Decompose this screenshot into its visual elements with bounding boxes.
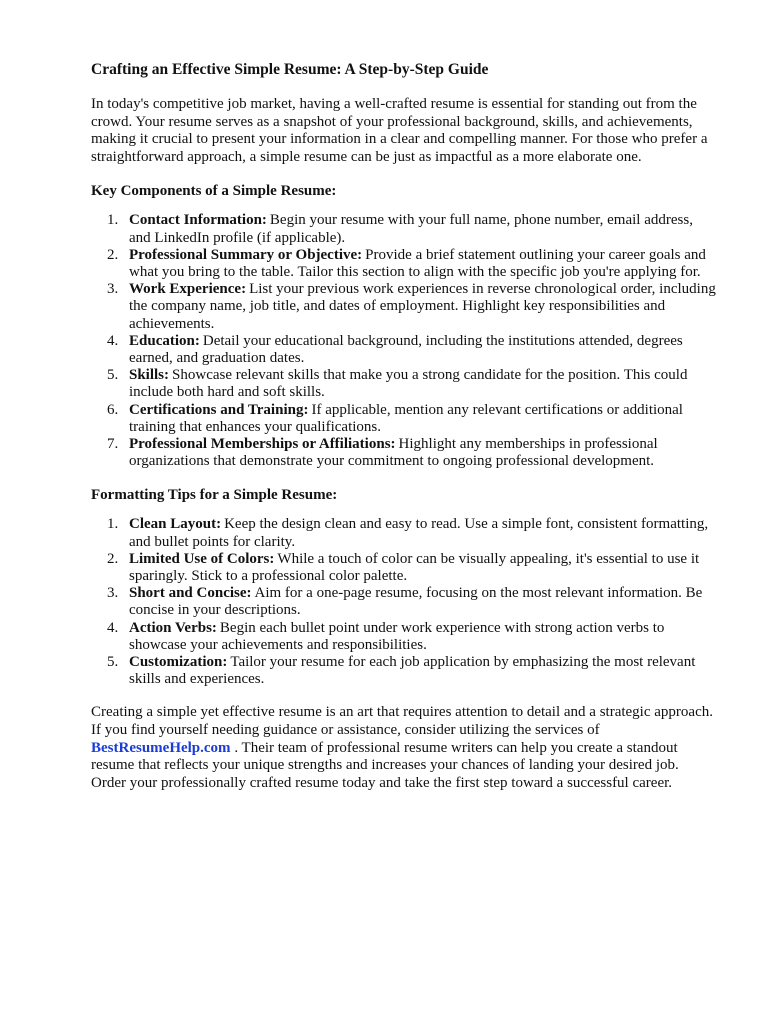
list-item: 5. Skills: Showcase relevant skills that make you a strong candidate for the position. This could include both hard and soft skills.: [107, 367, 688, 401]
formatting-tips-list: [91, 516, 716, 688]
list-item: 2. Limited Use of Colors: While a touch of color can be visually appealing, it's essential to use it sparingly. Stick to a professional color palette.: [107, 550, 700, 585]
list-item: 5. Customization: Tailor your resume for each job application by emphasizing the most relevant skills and experiences.: [107, 654, 696, 688]
formatting-tips-heading: Formatting Tips for a Simple Resume:: [91, 487, 338, 504]
list-item: 3. Short and Concise: Aim for a one-page resume, focusing on the most relevant information. Be concise in your descriptions.: [107, 585, 703, 619]
key-components-list: [91, 212, 716, 470]
list-item: 1. Contact Information: Begin your resume with your full name, phone number, email address, and LinkedIn profile (if applicable).: [107, 212, 693, 246]
list-item: 2. Professional Summary or Objective: Provide a brief statement outlining your career goals and what you bring to the table. Tailor this section to align with the specific job you're applying for.: [107, 246, 706, 280]
list-item: 4. Education: Detail your educational background, including the institutions attended, degrees earned, and graduation dates.: [107, 332, 683, 366]
bestresumehelp-link[interactable]: BestResumeHelp.com: [91, 739, 231, 756]
list-item: 7. Professional Memberships or Affiliations: Highlight any memberships in professional organizations that demonstrate your commitment to ongoing professional development.: [107, 436, 658, 470]
closing-paragraph: Creating a simple yet effective resume is an art that requires attention to detail and a strategic approach. If you find yourself needing guidance or assistance, consider utilizing the services of BestResumeHelp.com . Their team of professional resume writers can help you create a standout resume that reflects your unique strengths and increases your chances of landing your desired job. Order your professionally crafted resume today and take the first step toward a successful career.: [91, 704, 713, 791]
list-item: 3. Work Experience: List your previous work experiences in reverse chronological order, including the company name, job title, and dates of employment. Highlight key responsibilities and achievements.: [107, 281, 716, 332]
page-title: Crafting an Effective Simple Resume: A Step-by-Step Guide: [91, 61, 489, 78]
intro-paragraph: In today's competitive job market, having a well-crafted resume is essential for standing out from the crowd. Your resume serves as a snapshot of your professional background, skills, and achievements, making it crucial to present your information in a clear and compelling manner. For those who prefer a straightforward approach, a simple resume can be just as impactful as a more elaborate one.: [91, 96, 708, 165]
list-item: 1. Clean Layout: Keep the design clean and easy to read. Use a simple font, consistent formatting, and bullet points for clarity.: [107, 516, 709, 550]
list-item: 6. Certifications and Training: If applicable, mention any relevant certifications or additional training that enhances your qualifications.: [107, 401, 683, 435]
key-components-heading: Key Components of a Simple Resume:: [91, 183, 337, 200]
list-item: 4. Action Verbs: Begin each bullet point under work experience with strong action verbs to showcase your achievements and responsibilities.: [107, 619, 665, 653]
